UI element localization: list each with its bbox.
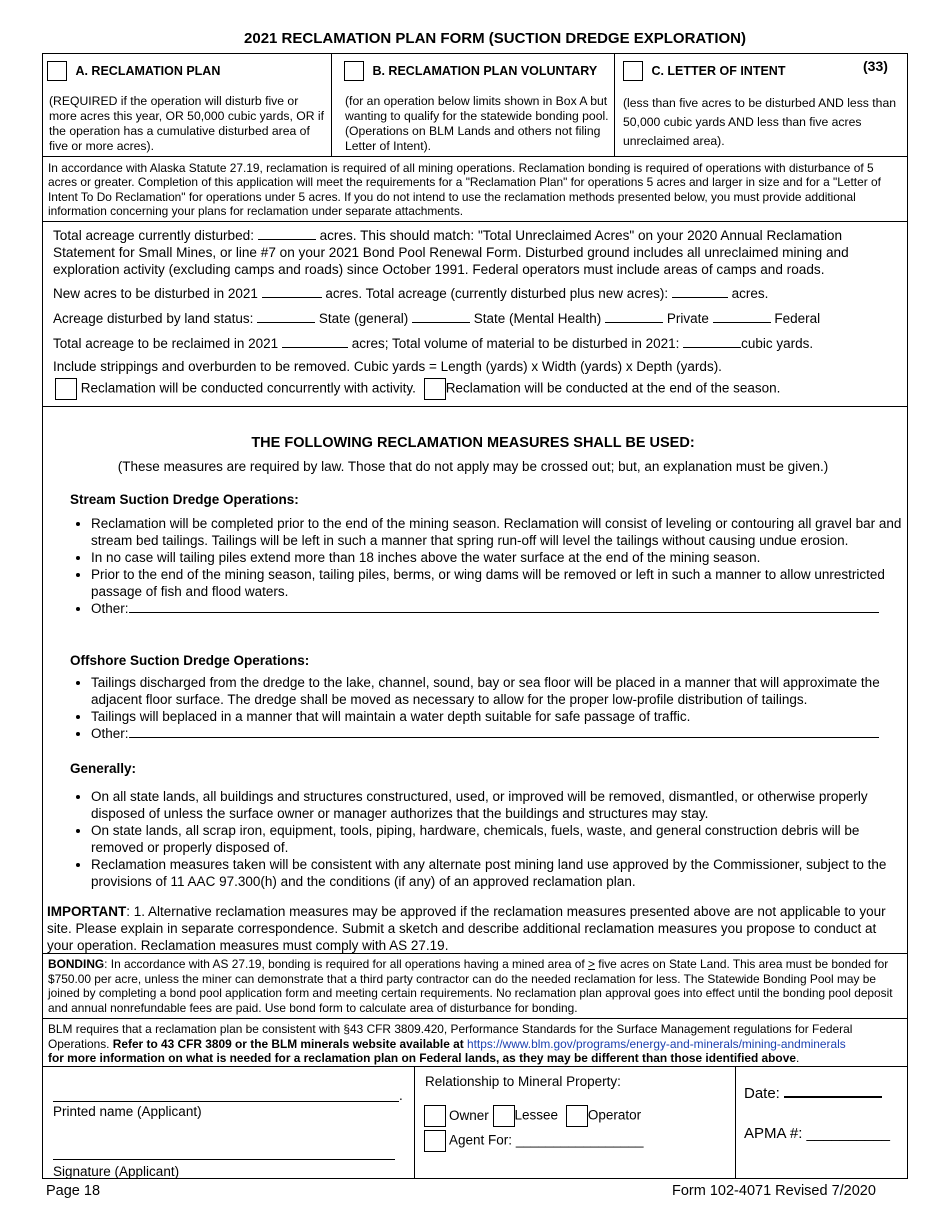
new-acres-row — [53, 285, 903, 302]
footer-page: Page 18 — [46, 1183, 101, 1199]
generally-item-1: • On all state lands, all buildings and structures constructured, used, or improved will be removed, dismantled, or otherwise properly disposed of unless the surface owner or manager authorizes that the buildings and structures may stay. — [91, 788, 911, 822]
stream-other-field[interactable] — [129, 600, 879, 613]
date-row — [744, 1084, 882, 1102]
agent-row — [424, 1130, 643, 1152]
printed-name-label: Printed name (Applicant) — [53, 1104, 202, 1119]
generally-list — [69, 788, 911, 890]
reclaimed-field[interactable] — [282, 335, 348, 348]
private-label: Private — [666, 311, 709, 326]
relationship-divider — [414, 1067, 415, 1179]
state-general-field[interactable] — [257, 310, 315, 323]
owner-label: Owner — [449, 1107, 489, 1123]
option-a-description: (REQUIRED if the operation will disturb five or more acres this year, OR 50,000 cubic yards, OR if the operation has a cumulative disturbed area of five or more acres). — [49, 94, 325, 153]
offshore-list — [69, 674, 907, 742]
option-b-box — [331, 53, 614, 157]
offshore-other-field[interactable] — [129, 725, 879, 738]
bonding-text — [48, 957, 904, 1015]
acreage-box — [42, 221, 908, 407]
federal-label: Federal — [774, 311, 821, 326]
measures-heading: THE FOLLOWING RECLAMATION MEASURES SHALL BE USED: — [251, 435, 695, 451]
concurrent-checkbox[interactable] — [55, 378, 77, 400]
date-label: Date: — [744, 1085, 780, 1102]
lessee-checkbox[interactable] — [493, 1105, 515, 1127]
bonding-text-a: : In accordance with AS 27.19, bonding is required for all operations having a mined area of — [104, 957, 589, 971]
footer-form: Form 102-4071 Revised 7/2020 — [672, 1183, 876, 1199]
option-c-box — [614, 53, 908, 157]
agent-field[interactable]: _________________ — [515, 1132, 644, 1148]
apma-label: APMA #: — [744, 1125, 803, 1142]
important-text: : 1. Alternative reclamation measures may be approved if the reclamation measures presented above are not applicable to your site. Please explain in separate correspondence. Submit a sketch and describe additional reclamation measures you propose to conduct at your operation. Reclamation measures must comply with AS 27.19. — [47, 904, 886, 953]
bonding-label: BONDING — [48, 957, 105, 971]
new-acres-field[interactable] — [262, 285, 322, 298]
end-season-checkbox[interactable] — [424, 378, 446, 400]
option-c-description: (less than five acres to be disturbed AND less than 50,000 cubic yards AND less than five acres unreclaimed area). — [623, 96, 897, 148]
important-note — [47, 903, 897, 954]
owner-checkbox[interactable] — [424, 1105, 446, 1127]
option-b-label: B. RECLAMATION PLAN VOLUNTARY — [372, 64, 598, 79]
reclaimed-row — [53, 335, 903, 352]
date-field[interactable] — [784, 1084, 882, 1098]
printed-name-dot: . — [399, 1088, 403, 1103]
acres-unit: acres. — [731, 286, 769, 301]
stream-item-3: • Prior to the end of the mining season, tailing piles, berms, or wing dams will be removed or left in such a manner to allow unrestricted passage of fish and flood waters. — [91, 566, 907, 600]
stream-other — [91, 600, 907, 617]
offshore-title: Offshore Suction Dredge Operations: — [70, 653, 310, 668]
important-label: IMPORTANT — [47, 904, 127, 919]
form-title: 2021 RECLAMATION PLAN FORM (SUCTION DREDGE EXPLORATION) — [244, 30, 746, 47]
date-divider — [735, 1067, 736, 1179]
total-disturbed-field[interactable] — [258, 227, 316, 240]
agent-checkbox[interactable] — [424, 1130, 446, 1152]
lessee-label: Lessee — [514, 1107, 559, 1123]
apma-field[interactable]: __________ — [806, 1125, 890, 1142]
total-disturbed-label: Total acreage currently disturbed: — [53, 228, 254, 243]
total-acreage-label: acres. Total acreage (currently disturbed plus new acres): — [325, 286, 669, 301]
volume-field[interactable] — [683, 335, 741, 348]
stream-other-label: Other: — [91, 601, 129, 616]
offshore-other — [91, 725, 907, 742]
state-mental-field[interactable] — [412, 310, 470, 323]
agent-label: Agent For: — [449, 1132, 513, 1148]
cubic-yards-unit: cubic yards. — [741, 336, 814, 351]
blm-website-link[interactable]: https://www.blm.gov/programs/energy-and-minerals/mining-andminerals — [466, 1036, 846, 1051]
blm-box — [42, 1018, 908, 1067]
stream-list — [69, 515, 907, 617]
blm-text — [48, 1022, 904, 1066]
stream-item-1: • Reclamation will be completed prior to the end of the mining season. Reclamation will consist of leveling or contouring all gravel bar and stream bed tailings. Tailings will be left in such a manner that spring run-off will level the tailings without causing undue erosion. — [91, 515, 907, 549]
total-acreage-field[interactable] — [672, 285, 728, 298]
ge-symbol: > — [588, 957, 595, 971]
offshore-item-2: • Tailings will beplaced in a manner that will maintain a water depth suitable for safe passage of traffic. — [91, 708, 907, 725]
page-badge: (33) — [863, 58, 888, 74]
blm-period: . — [795, 1051, 800, 1065]
apma-row — [744, 1125, 890, 1142]
state-mental-label: State (Mental Health) — [473, 311, 602, 326]
federal-field[interactable] — [713, 310, 771, 323]
generally-item-2: • On state lands, all scrap iron, equipment, tools, piping, hardware, chemicals, fuels, waste, and general construction debris will be removed or properly disposed of. — [91, 822, 911, 856]
end-season-label: Reclamation will be conducted at the end of the season. — [445, 380, 781, 396]
option-c-checkbox[interactable] — [623, 61, 643, 81]
concurrent-label: Reclamation will be conducted concurrently with activity. — [80, 380, 416, 396]
signature-label: Signature (Applicant) — [53, 1164, 180, 1179]
measures-box — [42, 406, 908, 954]
stream-title: Stream Suction Dredge Operations: — [70, 492, 299, 507]
generally-item-3: • Reclamation measures taken will be consistent with any alternate post mining land use approved by the Commissioner, subject to the provisions of 11 AAC 97.300(h) and the conditions (if any) of an approved reclamation plan. — [91, 856, 911, 890]
reclaimed-label: Total acreage to be reclaimed in 2021 — [53, 336, 279, 351]
land-status-row — [53, 310, 903, 327]
state-general-label: State (general) — [318, 311, 409, 326]
measures-subheading: (These measures are required by law. Those that do not apply may be crossed out; but, an explanation must be given.) — [117, 459, 829, 474]
land-status-label: Acreage disturbed by land status: — [53, 311, 254, 326]
option-a-label: A. RECLAMATION PLAN — [75, 64, 221, 79]
operator-checkbox[interactable] — [566, 1105, 588, 1127]
blm-reference: Refer to 43 CFR 3809 or the BLM minerals website available at — [112, 1036, 467, 1051]
option-b-description: (for an operation below limits shown in Box A but wanting to qualify for the statewide bonding pool. (Operations on BLM Lands and others not filing Letter of Intent). — [345, 94, 609, 153]
statute-text: In accordance with Alaska Statute 27.19, reclamation is required of all mining operations. Reclamation bonding is required of operations with disturbance of 5 acres or greater. Completion of this application will meet the requirements for a "Reclamation Plan" for operations 5 acres and larger in size and for a "Letter of Intent To Do Reclamation" for operations under 5 acres. If you do not intend to use the reclamation methods presented below, you must provide additional information concerning your plans for reclamation under separate attachments. — [48, 161, 881, 218]
relationship-label: Relationship to Mineral Property: — [425, 1074, 621, 1089]
signature-line[interactable] — [53, 1159, 395, 1160]
strippings-note: Include strippings and overburden to be removed. Cubic yards = Length (yards) x Width (yards) x Depth (yards). — [53, 359, 722, 374]
blm-requirement: BLM requires that a reclamation plan be consistent with §43 CFR 3809.420, Performance Standards for the Surface Management regulations for Federal Operations. — [48, 1022, 853, 1051]
total-disturbed-row — [53, 227, 889, 278]
total-disturbed-description: acres. This should match: "Total Unreclaimed Acres" on your 2020 Annual Reclamation Statement for Small Mines, or line #7 on your 2021 Bond Pool Renewal Form. Disturbed ground includes all unreclaimed mining and exploration activity (excluding camps and roads) since October 1991. Federal operators must include areas of camps and roads. — [53, 228, 849, 277]
signature-box — [42, 1066, 908, 1179]
option-a-box — [42, 53, 331, 157]
private-field[interactable] — [605, 310, 663, 323]
generally-title: Generally: — [70, 761, 137, 776]
offshore-item-1: • Tailings discharged from the dredge to the lake, channel, sound, bay or sea floor will be placed in a manner that will approximate the adjacent floor surface. The dredge shall be moved as necessary to allow for the proper low-profile distribution of tailings. — [91, 674, 907, 708]
statute-box — [42, 156, 908, 222]
offshore-other-label: Other: — [91, 726, 129, 741]
option-c-label: C. LETTER OF INTENT — [651, 64, 786, 79]
operator-label: Operator — [587, 1107, 642, 1123]
new-acres-label: New acres to be disturbed in 2021 — [53, 286, 258, 301]
bonding-box — [42, 953, 908, 1019]
stream-item-2: • In no case will tailing piles extend more than 18 inches above the water surface at the end of the mining season. — [91, 549, 907, 566]
printed-name-line[interactable] — [53, 1101, 399, 1102]
bonding-text-b: five acres on State Land. This area must be bonded for $750.00 per acre, unless the miner can demonstrate that a third party contractor can do the needed reclamation for less. The Statewide Bonding Pool may be joined by completing a bond pool application form and meeting certain requirements. No reclamation plan approval goes into effect until the bonding pool deposit and annual nonrefundable fees are paid. Use bond form to calculate area of disturbance for bonding. — [48, 957, 893, 1015]
blm-note: for more information on what is needed for a reclamation plan on Federal lands, as they may be different than those identified above — [48, 1051, 796, 1065]
option-a-checkbox[interactable] — [47, 61, 67, 81]
option-b-checkbox[interactable] — [344, 61, 364, 81]
relationship-options — [424, 1105, 641, 1127]
volume-label: acres; Total volume of material to be disturbed in 2021: — [351, 336, 680, 351]
timing-row — [55, 378, 905, 400]
